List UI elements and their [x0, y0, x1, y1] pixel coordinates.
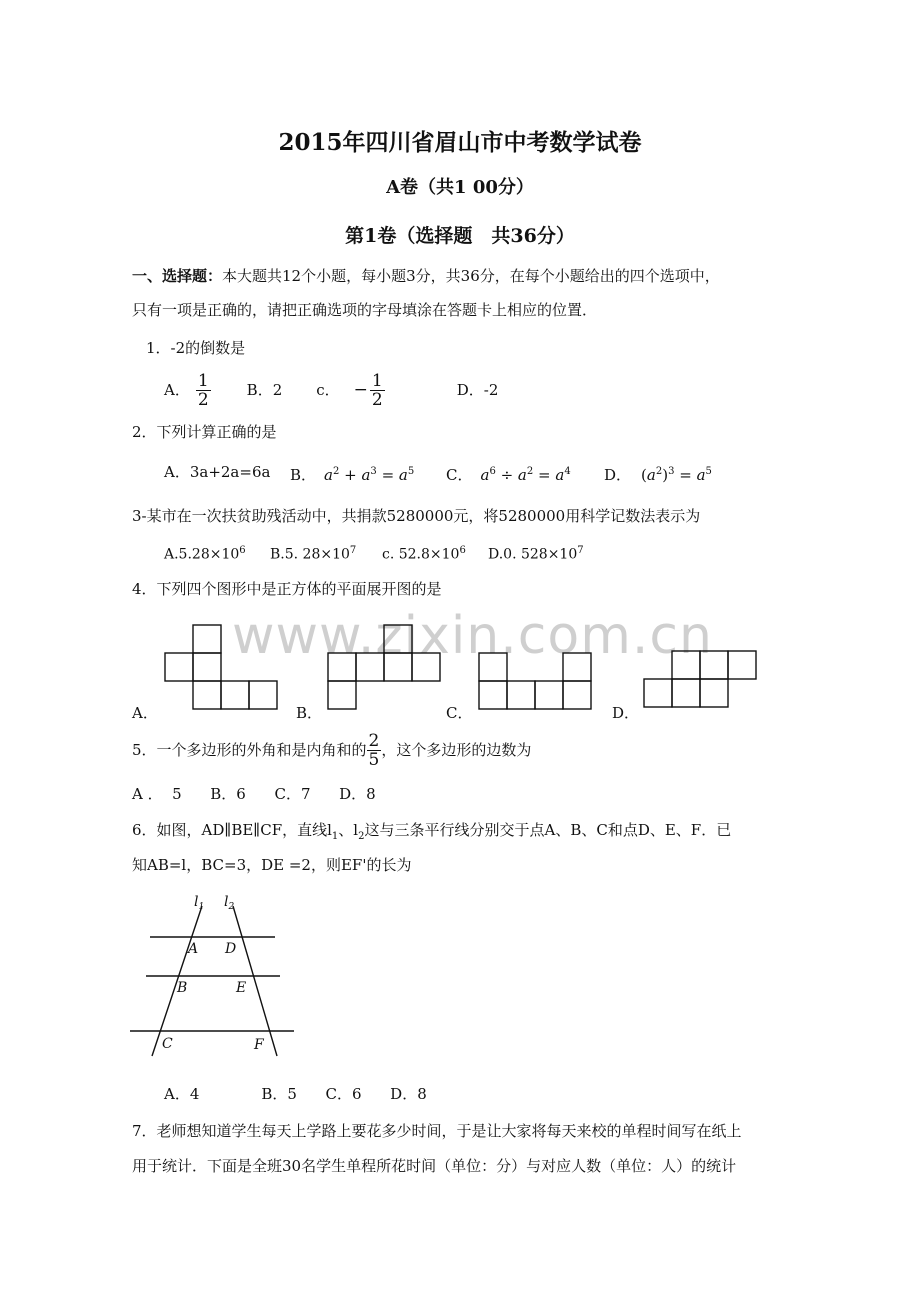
- q3-c-exp: 6: [459, 545, 466, 556]
- label-c: C: [162, 1036, 173, 1052]
- q4-stem: 4．下列四个图形中是正方体的平面展开图的是: [132, 580, 442, 598]
- net-figure-b: [328, 625, 440, 709]
- label-l2: $l_2$: [224, 894, 235, 912]
- intro-text-1: 本大题共12个小题，每小题3分，共36分，在每个小题给出的四个选项中，: [222, 267, 720, 285]
- q1-option-c-label: c．: [316, 381, 340, 399]
- q1-a-denominator: 2: [197, 389, 209, 410]
- label-d: D: [225, 941, 237, 957]
- q6-sub-1: 1: [331, 831, 339, 842]
- watermark: www.zixin.com.cn: [232, 606, 713, 666]
- q1-option-c-fraction: [370, 372, 385, 409]
- q6-figure: [120, 888, 310, 1068]
- q2-option-c-expr: $a^6 \div a^2 = a^4$: [480, 466, 571, 484]
- q4-option-c-label: C．: [446, 704, 473, 722]
- q1-c-sign: −: [353, 380, 368, 400]
- net-figure-d: [644, 651, 756, 707]
- q2-option-c: [446, 462, 571, 485]
- q2-option-b-label: B．: [290, 466, 317, 484]
- q5-stem: [132, 726, 531, 774]
- page-title: 2015年四川省眉山市中考数学试卷: [278, 129, 642, 156]
- q3-a-text: A.5.28×10: [164, 546, 240, 563]
- q5-numerator: 2: [368, 730, 380, 751]
- q6-options: A．4 B．5 C．6 D．8: [164, 1085, 427, 1103]
- label-a: A: [188, 941, 199, 957]
- intro-line-1: [132, 266, 720, 286]
- q3-stem: 3-某市在一次扶贫助残活动中，共捐款5280000元，将5280000用科学记数法表示为: [132, 507, 701, 525]
- page-subtitle: A卷（共1 00分）: [386, 177, 534, 198]
- q4-option-a-label: A．: [132, 704, 158, 722]
- label-f: F: [254, 1037, 264, 1053]
- label-e: E: [236, 980, 247, 996]
- q2-option-b-expr: $a^2 + a^3 = a^5$: [324, 466, 415, 484]
- q2-option-d: [604, 462, 712, 485]
- q3-c-text: c. 52.8×10: [382, 546, 460, 563]
- q3-b-exp: 7: [349, 545, 357, 556]
- q3-a-exp: 6: [239, 545, 246, 556]
- q3-d-text: D.0. 528×10: [488, 546, 578, 563]
- q2-option-d-expr: $(a^2)^3 = a^5$: [641, 466, 712, 484]
- q1-a-numerator: 1: [197, 370, 209, 391]
- q5-denominator: 5: [368, 749, 380, 770]
- label-b: B: [177, 980, 188, 996]
- intro-line-2: 只有一项是正确的，请把正确选项的字母填涂在答题卡上相应的位置．: [132, 301, 598, 319]
- q6-sub-2: 2: [358, 831, 365, 842]
- q1-options: [164, 365, 498, 415]
- q5-fraction: [367, 732, 382, 769]
- q1-stem: 1．-2的倒数是: [146, 339, 246, 357]
- q3-option-b: [270, 541, 356, 565]
- q3-b-text: B.5. 28×10: [270, 546, 350, 563]
- intro-label: 一、选择题：: [132, 267, 223, 285]
- q5-stem-a: 5．一个多边形的外角和是内角和的: [132, 741, 367, 759]
- q2-option-c-label: C．: [446, 466, 473, 484]
- q7-line-2: 用于统计．下面是全班30名学生单程所花时间（单位：分）与对应人数（单位：人）的统计: [132, 1157, 737, 1175]
- net-figure-c: [479, 653, 591, 709]
- label-l1: $l_1$: [194, 894, 205, 912]
- q4-option-b-label: B．: [296, 704, 323, 722]
- q6-line1-mid: 、l: [338, 821, 359, 839]
- q1-c-denominator: 2: [371, 389, 383, 410]
- q3-option-d: [488, 541, 584, 565]
- q6-line1-a: 6．如图，AD∥BE∥CF，直线l: [132, 821, 332, 839]
- q1-option-d: D．-2: [456, 381, 499, 399]
- section-title: 第1卷（选择题 共36分）: [345, 225, 575, 247]
- q5-options: A ． 5 B．6 C．7 D．8: [132, 785, 376, 803]
- q1-option-a-fraction: [196, 372, 211, 409]
- q3-d-exp: 7: [577, 545, 584, 556]
- q1-option-a-label: A．: [164, 381, 190, 399]
- q7-line-1: 7．老师想知道学生每天上学路上要花多少时间，于是让大家将每天来校的单程时间写在纸上: [132, 1122, 742, 1140]
- q2-option-d-label: D．: [604, 466, 632, 484]
- q5-stem-b: ，这个多边形的边数为: [381, 741, 532, 759]
- q3-option-a: [164, 541, 246, 565]
- q2-option-a: A．3a+2a=6a: [164, 463, 271, 481]
- q4-option-d-label: D．: [612, 704, 640, 722]
- q6-line1-end: 这与三条平行线分别交于点A、B、C和点D、E、F．已: [364, 821, 732, 839]
- net-figure-a: [165, 625, 277, 709]
- q2-stem: 2．下列计算正确的是: [132, 423, 277, 441]
- q2-option-b: [290, 462, 414, 485]
- q1-option-b: B．2: [246, 381, 283, 399]
- q3-option-c: [382, 541, 466, 565]
- q6-line-2: 知AB=l，BC=3，DE =2，则EF'的长为: [132, 856, 412, 874]
- q6-line-1: [132, 820, 731, 847]
- q1-c-numerator: 1: [371, 370, 383, 391]
